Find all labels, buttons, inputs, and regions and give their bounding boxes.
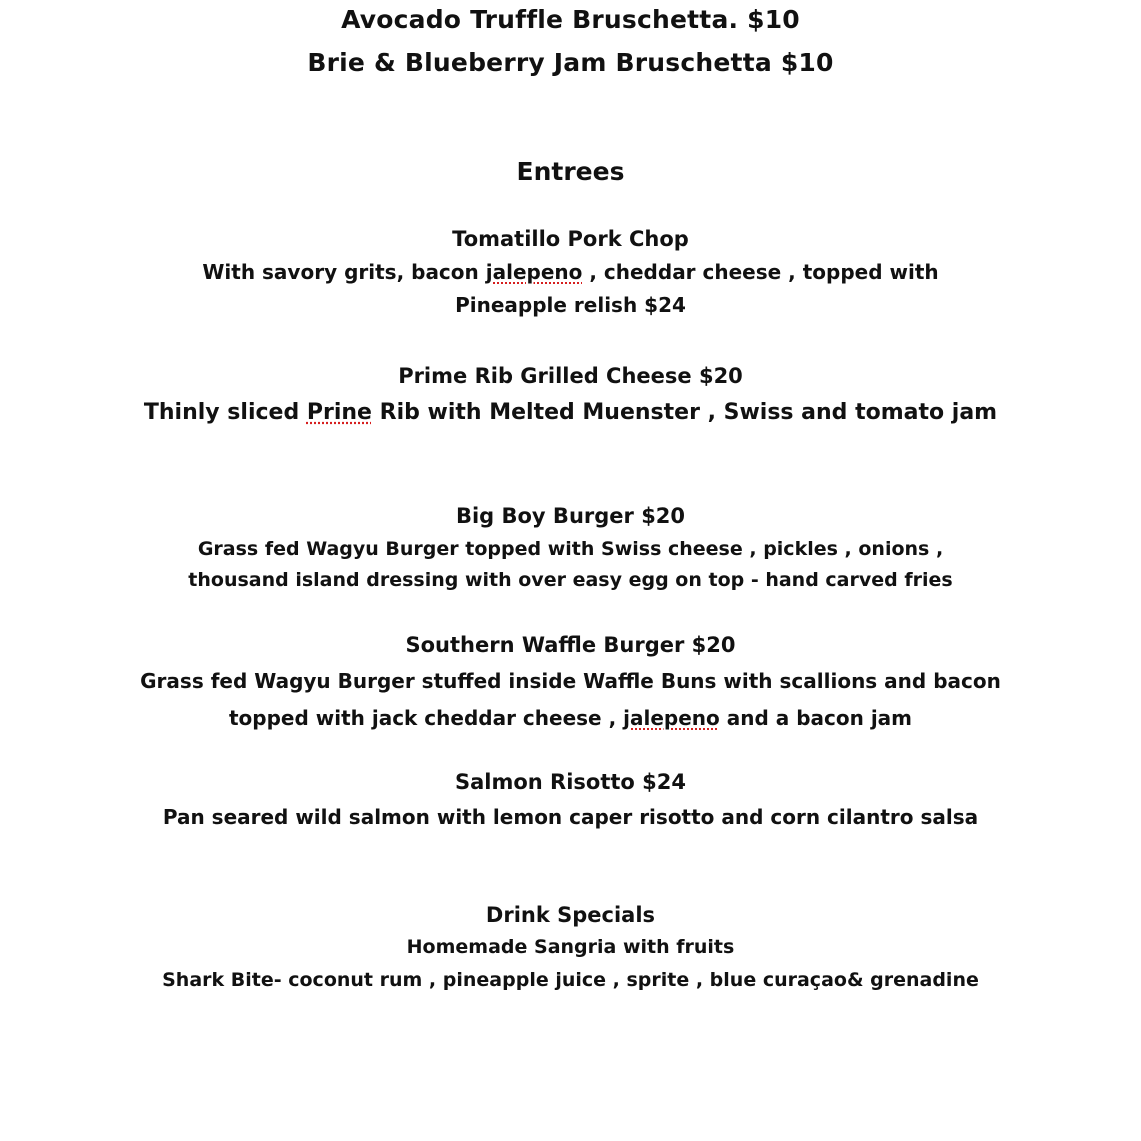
entree-name-big-boy-burger: Big Boy Burger $20 [455, 504, 686, 528]
desc-text: Thinly sliced [143, 400, 307, 425]
entree-name-southern-waffle-burger: Southern Waffle Burger $20 [405, 633, 736, 657]
drink-sangria: Homemade Sangria with fruits [406, 936, 735, 958]
entrees-heading: Entrees [516, 157, 625, 186]
entree-name-tomatillo-pork-chop: Tomatillo Pork Chop [452, 227, 689, 251]
desc-text: With savory grits, bacon [202, 260, 486, 284]
desc-text: topped with jack cheddar cheese , [228, 706, 624, 730]
desc-text: Rib with Melted Muenster , Swiss and tomato jam [371, 400, 998, 425]
entree-desc-prime-rib-grilled-cheese [0, 402, 1141, 424]
entree-name-salmon-risotto: Salmon Risotto $24 [454, 770, 686, 794]
drink-specials-heading: Drink Specials [485, 903, 656, 927]
misspelled-word: jalepeno [623, 706, 720, 730]
desc-text: and a bacon jam [719, 706, 913, 730]
entree-desc-southern-waffle-burger-line1: Grass fed Wagyu Burger stuffed inside Waffle Buns with scallions and bacon [140, 669, 1001, 693]
entree-desc-salmon-risotto: Pan seared wild salmon with lemon caper risotto and corn cilantro salsa [162, 805, 979, 829]
entree-desc-tomatillo-pork-chop-line1 [0, 262, 1141, 282]
entree-desc-big-boy-burger-line2: thousand island dressing with over easy egg on top - hand carved fries [188, 569, 953, 591]
appetizer-brie-blueberry-bruschetta: Brie & Blueberry Jam Bruschetta $10 [307, 48, 834, 77]
appetizer-avocado-truffle-bruschetta: Avocado Truffle Bruschetta. $10 [341, 5, 800, 34]
entree-name-prime-rib-grilled-cheese: Prime Rib Grilled Cheese $20 [398, 364, 743, 388]
desc-text: , cheddar cheese , topped with [582, 260, 939, 284]
misspelled-word: jalepeno [485, 260, 583, 284]
entree-desc-big-boy-burger-line1: Grass fed Wagyu Burger topped with Swiss cheese , pickles , onions , [197, 538, 944, 560]
entree-desc-tomatillo-pork-chop-line2: Pineapple relish $24 [455, 293, 686, 317]
entree-desc-southern-waffle-burger-line2 [0, 708, 1141, 728]
misspelled-word: Prine [306, 400, 372, 425]
drink-shark-bite: Shark Bite- coconut rum , pineapple juice , sprite , blue curaçao& grenadine [162, 969, 979, 991]
